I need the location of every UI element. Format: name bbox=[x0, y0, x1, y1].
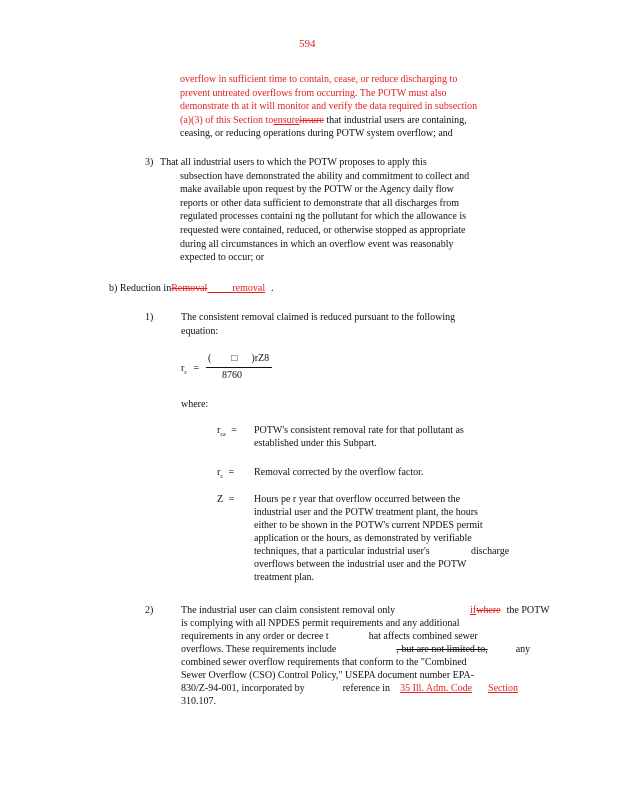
item-2-text bbox=[181, 604, 550, 708]
text-line: industrial user and the POTW treatment plant, the hours bbox=[254, 507, 478, 518]
equation-subscript: ca bbox=[220, 432, 226, 438]
def-text bbox=[254, 466, 423, 479]
inserted-word: if bbox=[470, 605, 477, 616]
equation-equals: = bbox=[193, 363, 200, 374]
inserted-gap bbox=[207, 283, 232, 294]
item-2-number: 2) bbox=[145, 605, 154, 616]
def-text bbox=[254, 424, 464, 450]
text-fragment: ( bbox=[208, 353, 212, 364]
equation-symbol: □ bbox=[231, 353, 238, 364]
text-line: techniques, that a particular industrial user's bbox=[254, 546, 430, 557]
deleted-word: Removal bbox=[171, 283, 208, 294]
equation-symbol: r bbox=[217, 425, 221, 436]
text-line: equation: bbox=[181, 325, 219, 337]
equation-symbol: r bbox=[217, 467, 221, 478]
text-line: That all industrial users to which the POTW proposes to apply this bbox=[160, 157, 427, 168]
text-line bbox=[181, 630, 550, 643]
text-line: POTW's consistent removal rate for that pollutant as bbox=[254, 425, 464, 436]
text-line: established under this Subpart. bbox=[254, 438, 377, 449]
text-fragment: reference in bbox=[342, 683, 391, 694]
inserted-paragraph bbox=[180, 73, 477, 141]
deleted-phrase: , but are not limited to, bbox=[396, 644, 488, 655]
text-fragment: )rZ8 bbox=[251, 353, 270, 364]
text-line: during all circumstances in which an overflow event was reasonably bbox=[180, 238, 454, 250]
equation-equals: = bbox=[228, 467, 235, 478]
def-symbol bbox=[217, 493, 234, 506]
text-line bbox=[180, 114, 477, 128]
equation-subscript: c bbox=[184, 370, 188, 376]
text-line: reports or other data sufficient to demonstrate that all discharges from bbox=[180, 197, 459, 209]
deleted-word: insure bbox=[299, 114, 324, 126]
text-fragment: The industrial user can claim consistent removal only bbox=[181, 605, 396, 616]
def-text bbox=[254, 493, 483, 584]
text-fragment: hat affects combined sewer bbox=[368, 631, 478, 642]
text-line: regulated processes containi ng the pollutant for which the allowance is bbox=[180, 211, 467, 223]
inserted-word: Section bbox=[488, 683, 519, 694]
equation-equals: = bbox=[231, 425, 237, 436]
text-fragment: (a)(3) of this Section to bbox=[180, 114, 274, 126]
text-fragment: the POTW bbox=[506, 605, 550, 616]
text-line: either to be shown in the POTW's current NPDES permit bbox=[254, 520, 483, 531]
equation-symbol: r bbox=[181, 363, 185, 374]
text-line: make available upon request by the POTW or the Agency daily flow bbox=[180, 184, 454, 196]
text-line: is complying with all NPDES permit requirements and any additional bbox=[181, 618, 460, 629]
text-line: Removal corrected by the overflow factor. bbox=[254, 467, 424, 478]
where-label: where: bbox=[181, 399, 209, 410]
equation-lhs bbox=[181, 362, 199, 380]
equation-symbol: Z bbox=[217, 494, 224, 505]
text-line: expected to occur; or bbox=[180, 252, 265, 264]
text-fragment: requirements in any order or decree t bbox=[181, 631, 329, 642]
text-fragment: that industrial users are containing, bbox=[323, 114, 467, 126]
inserted-word: ensure bbox=[273, 114, 300, 126]
text-line: 310.107. bbox=[181, 696, 216, 707]
text-fragment: overflows. These requirements include bbox=[181, 644, 337, 655]
text-line: demonstrate th at it will monitor and verify the data required in subsection bbox=[180, 101, 478, 113]
inserted-word: removal bbox=[232, 283, 266, 294]
text-line: subsection have demonstrated the ability and commitment to collect and bbox=[180, 170, 470, 182]
text-line bbox=[181, 682, 550, 695]
item-1-text bbox=[181, 311, 455, 338]
deleted-word: where bbox=[476, 605, 501, 616]
item-3-number: 3) bbox=[145, 157, 154, 168]
text-fragment: b) Reduction in bbox=[109, 283, 172, 294]
text-line: treatment plan. bbox=[254, 572, 314, 583]
equation-equals: = bbox=[228, 494, 235, 505]
item-1-number: 1) bbox=[145, 312, 154, 323]
section-b-heading bbox=[109, 282, 274, 295]
text-fragment: 830/Z-94-001, incorporated by bbox=[181, 683, 305, 694]
equation-subscript: c bbox=[220, 474, 224, 480]
equation-denominator: 8760 bbox=[222, 370, 242, 381]
page-number: 594 bbox=[299, 38, 316, 50]
text-line: Sewer Overflow (CSO) Control Policy," USEPA document number EPA- bbox=[181, 670, 474, 681]
item-3-text bbox=[160, 156, 469, 265]
text-fragment: discharge bbox=[471, 546, 510, 557]
text-line: Hours pe r year that overflow occurred between the bbox=[254, 494, 461, 505]
text-line: overflow in sufficient time to contain, cease, or reduce discharging to bbox=[180, 74, 458, 85]
inserted-citation: 35 Ill. Adm. Code bbox=[400, 683, 473, 694]
text-fragment: any bbox=[515, 644, 531, 655]
text-line: requested were contained, reduced, or otherwise stopped as appropriate bbox=[180, 224, 466, 236]
text-line bbox=[181, 643, 550, 656]
text-line: overflows between the industrial user and the POTW bbox=[254, 559, 467, 570]
text-line: ceasing, or reducing operations during POTW system overflow; and bbox=[180, 128, 453, 140]
text-line bbox=[181, 604, 550, 617]
def-symbol bbox=[217, 466, 234, 484]
text-line: application or the hours, as demonstrated by verifiable bbox=[254, 533, 472, 544]
text-fragment: . bbox=[271, 283, 274, 294]
fraction-bar bbox=[206, 367, 272, 368]
text-line: combined sewer overflow requirements that conform to the "Combined bbox=[181, 657, 467, 668]
def-symbol bbox=[217, 424, 237, 442]
text-line: prevent untreated overflows from occurring. The POTW must also bbox=[180, 87, 447, 99]
equation-numerator bbox=[208, 352, 269, 365]
text-line: The consistent removal claimed is reduced pursuant to the following bbox=[181, 312, 456, 323]
